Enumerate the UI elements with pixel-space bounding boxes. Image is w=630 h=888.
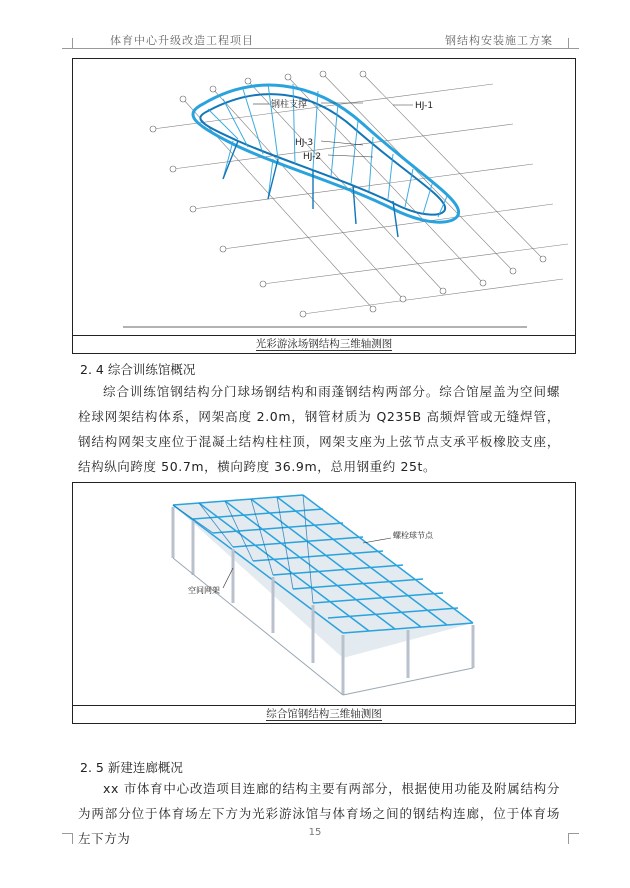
header-rule	[72, 48, 570, 49]
figure2-caption: 综合馆钢结构三维轴测图	[73, 705, 575, 723]
header-project-title: 体育中心升级改造工程项目	[110, 34, 254, 47]
section-2-5-heading: 2. 5 新建连廊概况	[80, 760, 183, 775]
figure1-caption: 光彩游泳场钢结构三维轴测图	[73, 335, 575, 353]
label-hj3: HJ-3	[295, 138, 314, 148]
label-space-truss: 空间网架	[188, 586, 220, 595]
section-2-4-paragraph: 综合训练馆钢结构分门球场钢结构和雨蓬钢结构两部分。综合馆屋盖为空间螺栓球网架结构体系，网架高度 2.0m，钢管材质为 Q235B 高频焊管或无缝焊管，钢结构网架支座位于混凝土结构柱柱顶，网架支座为上弦节点支承平板橡胶支座，结构纵向跨度 50.7m，横向跨度 36.9m，总用钢重约 25t。	[78, 384, 560, 474]
page-number: 15	[308, 827, 322, 838]
section-2-5-paragraph: xx 市体育中心改造项目连廊的结构主要有两部分，根据使用功能及附属结构分为两部分位于体育场左下方为光彩游泳馆与体育场之间的钢结构连廊，位于体育场左下方为	[78, 781, 560, 846]
swimming-venue-steel-3d-drawing	[73, 59, 575, 336]
training-hall-steel-3d-drawing	[73, 483, 575, 706]
figure-training-hall	[72, 482, 576, 724]
label-hj1: HJ-1	[415, 101, 434, 111]
label-bolt-ball-node: 螺栓球节点	[393, 531, 433, 540]
section-2-4-heading: 2. 4 综合训练馆概况	[80, 362, 196, 377]
header-doc-title: 钢结构安装施工方案	[445, 34, 553, 47]
label-hj2: HJ-2	[303, 152, 322, 162]
figure-swimming-venue	[72, 58, 576, 354]
label-column-support: 钢柱支撑	[271, 100, 308, 110]
